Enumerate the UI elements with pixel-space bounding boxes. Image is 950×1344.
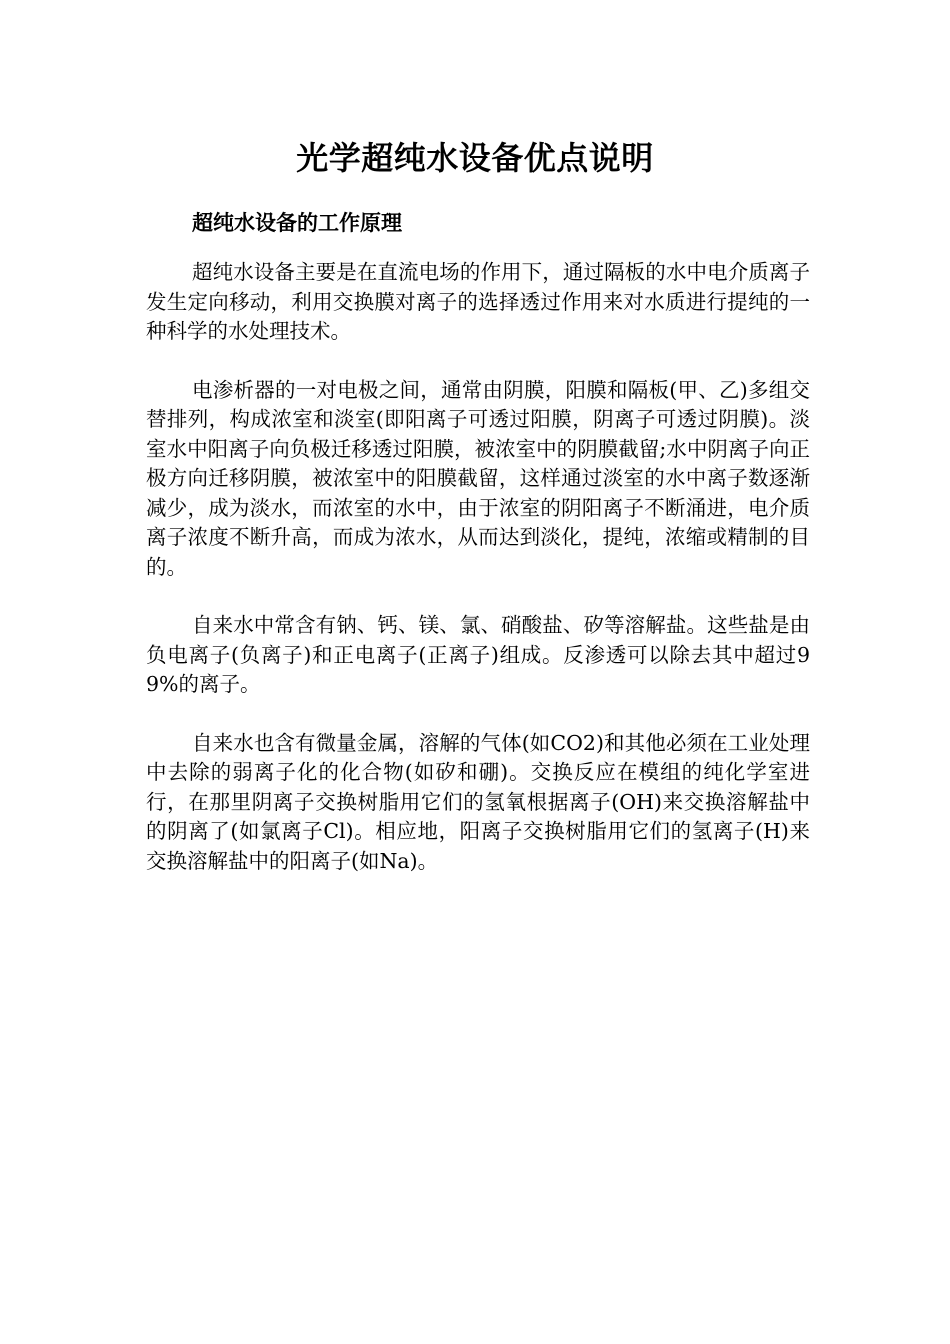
document-body — [146, 258, 810, 905]
paragraph-principle: 超纯水设备主要是在直流电场的作用下，通过隔板的水中电介质离子发生定向移动，利用交换膜对离子的选择透过作用来对水质进行提纯的一种科学的水处理技术。 — [146, 260, 810, 343]
paragraph-tap-water-salts: 自来水中常含有钠、钙、镁、氯、硝酸盐、矽等溶解盐。这些盐是由负电离子(负离子)和正电离子(正离子)组成。反渗透可以除去其中超过99%的离子。 — [146, 613, 810, 696]
document-title: 光学超纯水设备优点说明 — [296, 139, 654, 177]
paragraph-electrodialysis: 电渗析器的一对电极之间，通常由阴膜，阳膜和隔板(甲、乙)多组交替排列，构成浓室和淡室(即阳离子可透过阳膜，阴离子可透过阴膜)。淡室水中阳离子向负极迁移透过阳膜，被浓室中的阴膜截留;水中阴离子向正极方向迁移阴膜，被浓室中的阳膜截留，这样通过淡室的水中离子数逐渐减少，成为淡水，而浓室的水中，由于浓室的阴阳离子不断涌进，电介质离子浓度不断升高，而成为浓水，从而达到淡化，提纯，浓缩或精制的目的。 — [146, 377, 810, 579]
paragraph-ion-exchange: 自来水也含有微量金属，溶解的气体(如CO2)和其他必须在工业处理中去除的弱离子化的化合物(如矽和硼)。交换反应在模组的纯化学室进行，在那里阴离子交换树脂用它们的氢氧根据离子(OH)来交换溶解盐中的阴离了(如氯离子Cl)。相应地，阳离子交换树脂用它们的氢离子(H)来交换溶解盐中的阳离子(如Na)。 — [146, 730, 810, 873]
section-heading: 超纯水设备的工作原理 — [192, 210, 402, 235]
